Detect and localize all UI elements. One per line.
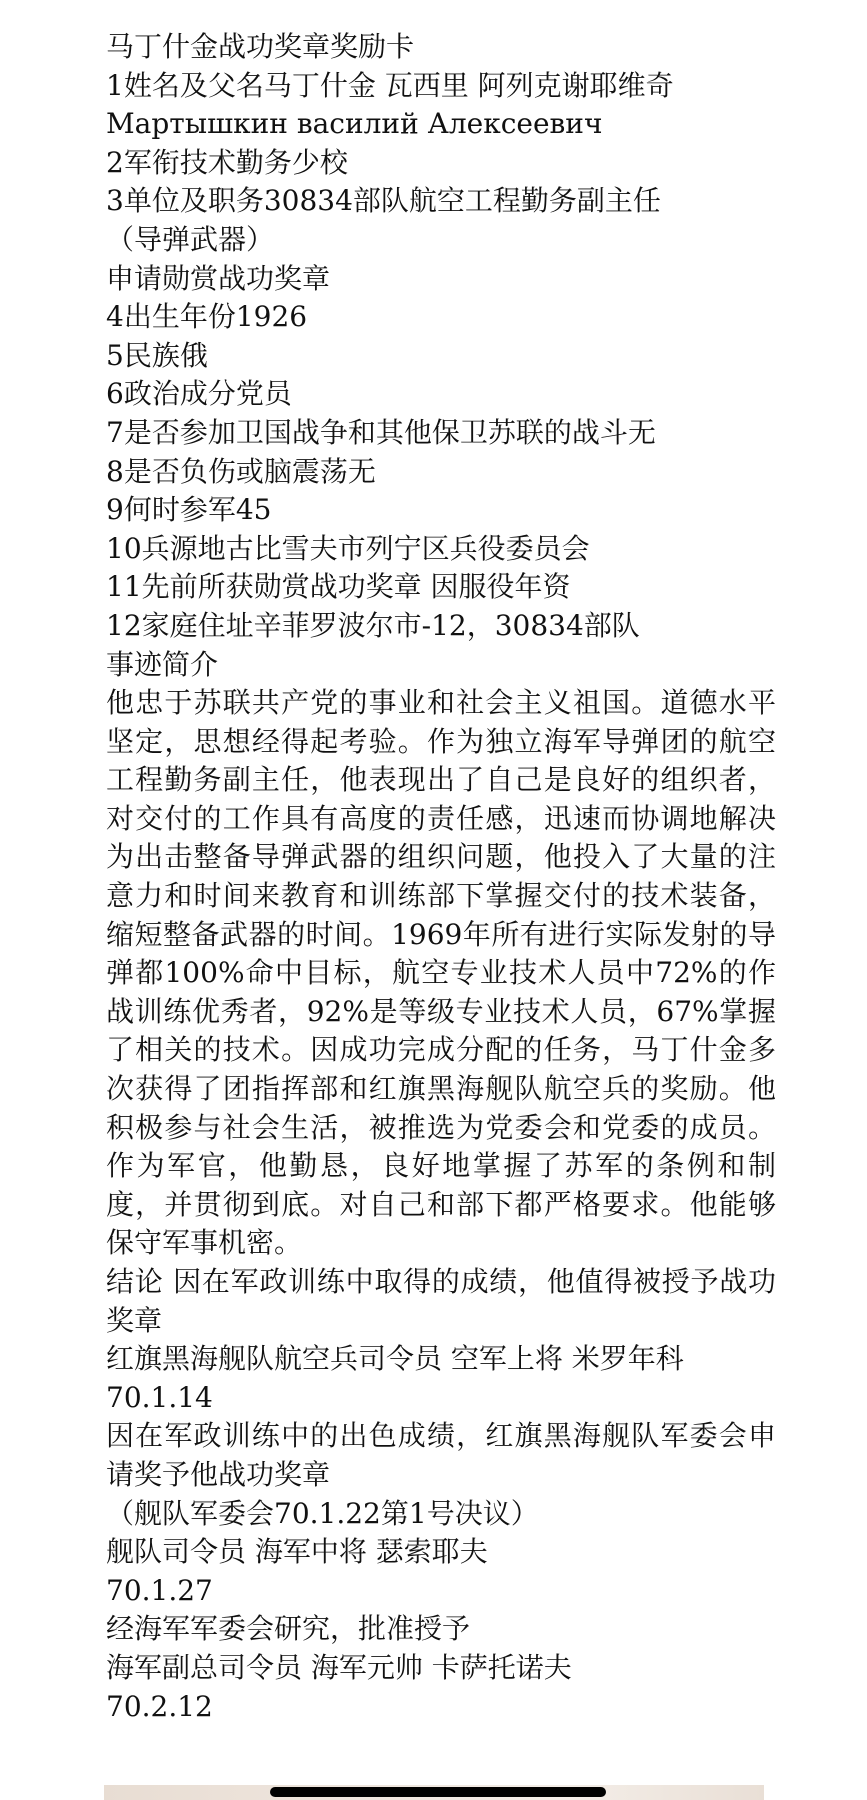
field-birth-year: 4出生年份1926: [106, 300, 308, 334]
home-indicator[interactable]: [270, 1787, 606, 1797]
council-resolution: （舰队军委会70.1.22第1号决议）: [106, 1496, 539, 1530]
signoff-navy-deputy: 海军副总司令员 海军元帅 卡萨托诺夫: [106, 1650, 572, 1684]
document-title: 马丁什金战功奖章奖励卡: [106, 30, 415, 63]
field-rank: 2军衔技术勤务少校: [106, 145, 348, 179]
field-unit-position-note: （导弹武器）: [106, 222, 275, 256]
signoff-date-3: 70.2.12: [106, 1689, 213, 1723]
navy-council-approval: 经海军军委会研究，批准授予: [106, 1612, 471, 1646]
field-party-status: 6政治成分党员: [106, 377, 292, 411]
field-previous-awards: 11先前所获勋赏战功奖章 因服役年资: [106, 570, 571, 604]
field-war-participation: 7是否参加卫国战争和其他保卫苏联的战斗无: [106, 415, 656, 449]
field-award-request: 申请勋赏战功奖章: [106, 261, 331, 295]
signoff-aviation-commander: 红旗黑海舰队航空兵司令员 空军上将 米罗年科: [106, 1342, 684, 1376]
summary-heading: 事迹简介: [106, 647, 219, 681]
conclusion-paragraph: 结论 因在军政训练中取得的成绩，他值得被授予战功奖章: [106, 1265, 776, 1337]
field-draft-office: 10兵源地古比雪夫市列宁区兵役委员会: [106, 531, 590, 565]
field-unit-position: 3单位及职务30834部队航空工程勤务副主任: [106, 184, 661, 218]
field-enlistment: 9何时参军45: [106, 493, 272, 527]
field-nationality: 5民族俄: [106, 338, 208, 372]
field-name-russian: Мартышкин василий Алексеевич: [106, 107, 603, 141]
field-wounds: 8是否负伤或脑震荡无: [106, 454, 376, 488]
field-home-address: 12家庭住址辛菲罗波尔市-12，30834部队: [106, 608, 640, 642]
summary-paragraph: 他忠于苏联共产党的事业和社会主义祖国。道德水平坚定，思想经得起考验。作为独立海军导弹团的航空工程勤务副主任，他表现出了自己是良好的组织者，对交付的工作具有高度的责任感，迅速而协调地解决为出击整备导弹武器的组织问题，他投入了大量的注意力和时间来教育和训练部下掌握交付的技术装备，缩短整备武器的时间。1969年所有进行实际发射的导弹都100%命中目标，航空专业技术人员中72%的作战训练优秀者，92%是等级专业技术人员，67%掌握了相关的技术。因成功完成分配的任务，马丁什金多次获得了团指挥部和红旗黑海舰队航空兵的奖励。他积极参与社会生活，被推选为党委会和党委的成员。作为军官，他勤恳，良好地掌握了苏军的条例和制度，并贯彻到底。对自己和部下都严格要求。他能够保守军事机密。: [106, 686, 776, 1260]
council-request: 因在军政训练中的出色成绩，红旗黑海舰队军委会申请奖予他战功奖章: [106, 1419, 776, 1491]
award-card-document: [106, 28, 776, 1726]
field-name: 1姓名及父名马丁什金 瓦西里 阿列克谢耶维奇: [106, 68, 674, 102]
signoff-date-1: 70.1.14: [106, 1380, 213, 1414]
signoff-date-2: 70.1.27: [106, 1573, 213, 1607]
signoff-fleet-commander: 舰队司令员 海军中将 瑟索耶夫: [106, 1535, 488, 1569]
